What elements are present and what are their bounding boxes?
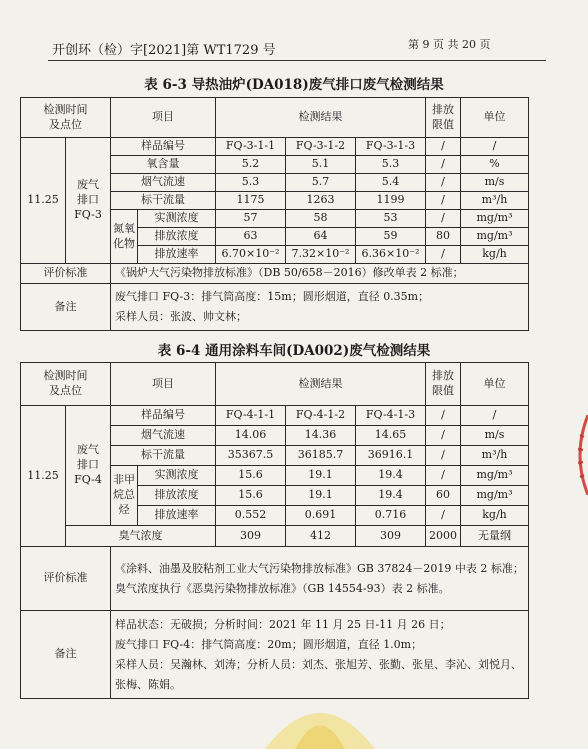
table-cell: 19.1 [286,486,356,506]
table-cell: 36916.1 [356,446,426,466]
table-cell: 57 [216,210,286,228]
table-cell: 0.691 [286,506,356,526]
table-row-item: 排放速率 [138,506,216,526]
table-cell: / [426,138,461,156]
table-cell: 19.4 [356,486,426,506]
table1-eval-label: 评价标准 [21,264,111,284]
table1-eval-text: 《锅炉大气污染物排放标准》（DB 50/658－2016）修改单表 2 标准； [111,264,529,284]
table2-note-label: 备注 [21,611,111,699]
table-cell: mg/m³ [461,466,529,486]
table-cell: 14.36 [286,426,356,446]
table2-head-unit: 单位 [461,363,529,406]
watermark-logo [255,682,385,749]
table-cell: 5.3 [216,174,286,192]
table2-head-result: 检测结果 [216,363,426,406]
table1-note: 废气排口 FQ-3：排气筒高度：15m；圆形烟道，直径 0.35m； 采样人员：张波、帅文林； [111,284,529,331]
table-cell: / [426,210,461,228]
table-cell: 53 [356,210,426,228]
table-row-item: 排放浓度 [138,228,216,246]
table-cell: 309 [356,526,426,547]
table-row-item: 排放浓度 [138,486,216,506]
table1-title: 表 6-3 导热油炉(DA018)废气排口废气检测结果 [144,77,444,93]
table-cell: % [461,156,529,174]
table2-date: 11.25 [21,406,66,547]
table-cell: 1175 [216,192,286,210]
table-cell: / [426,406,461,426]
table2-head-time: 检测时间 及点位 [21,363,111,406]
table2-head-item: 项目 [111,363,216,406]
document-number: 开创环（检）字[2021]第 WT1729 号 [52,43,276,58]
table-cell: 5.4 [356,174,426,192]
table-cell: FQ-3-1-1 [216,138,286,156]
table-cell: 309 [216,526,286,547]
table-row-item: 烟气流速 [111,174,216,192]
table-cell: FQ-4-1-2 [286,406,356,426]
table-row-item: 样品编号 [111,406,216,426]
table1-head-result: 检测结果 [216,98,426,138]
table1-head-limit: 排放 限值 [426,98,461,138]
table2-point: 废气 排口 FQ-4 [66,406,111,526]
table-cell: 5.2 [216,156,286,174]
table-cell: 2000 [426,526,461,547]
table-cell: mg/m³ [461,210,529,228]
table-row-item: 实测浓度 [138,466,216,486]
table-cell: 0.552 [216,506,286,526]
table-cell: m³/h [461,446,529,466]
table-cell: 64 [286,228,356,246]
table1-point: 废气 排口 FQ-3 [66,138,111,264]
table-cell: 60 [426,486,461,506]
table-row-item: 实测浓度 [138,210,216,228]
table-cell: / [426,192,461,210]
table-cell: 5.1 [286,156,356,174]
table1-group-nox: 氮氧 化物 [111,210,138,264]
table2-eval-text: 《涂料、油墨及胶粘剂工业大气污染物排放标准》GB 37824－2019 中表 2 标准；臭气浓度执行《恶臭污染物排放标准》（GB 14554-93）表 2 标准。 [111,547,529,611]
table-row-item: 氧含量 [111,156,216,174]
table-cell: 58 [286,210,356,228]
table2-group-nmhc: 非甲 烷总 烃 [111,466,138,526]
table-cell: 15.6 [216,486,286,506]
table-cell: 5.7 [286,174,356,192]
table-cell: m/s [461,426,529,446]
table-cell: FQ-3-1-3 [356,138,426,156]
table-row-item: 排放速率 [138,246,216,264]
table2-title: 表 6-4 通用涂料车间(DA002)废气检测结果 [157,343,431,359]
table-cell: 36185.7 [286,446,356,466]
table-cell: 14.65 [356,426,426,446]
header-divider [48,60,546,61]
table-cell: 15.6 [216,466,286,486]
table1-head-item: 项目 [111,98,216,138]
table2-note: 样品状态：无破损；分析时间：2021 年 11 月 25 日-11 月 26 日； 废气排口 FQ-4：排气筒高度：20m；圆形烟道，直径 1.0m； 采样人员：吴瀚林、刘涛；分析人员：刘杰、张旭芳、张勤、张星、李沁、刘悦月、张梅、陈娟。 [111,611,529,699]
table1-note-label: 备注 [21,284,111,331]
table-cell: FQ-3-1-2 [286,138,356,156]
table-row-item: 臭气浓度 [66,526,216,547]
table1 [20,97,529,331]
table-cell: / [461,138,529,156]
table-cell: mg/m³ [461,486,529,506]
table-cell: 412 [286,526,356,547]
table2-head-limit: 排放 限值 [426,363,461,406]
page-indicator: 第 9 页 共 20 页 [408,38,491,51]
table-cell: / [426,156,461,174]
table-cell: 6.36×10⁻² [356,246,426,264]
table-cell: 35367.5 [216,446,286,466]
table-row-item: 标干流量 [111,192,216,210]
table-cell: kg/h [461,246,529,264]
table-cell: 6.70×10⁻² [216,246,286,264]
table1-head-unit: 单位 [461,98,529,138]
table-cell: 80 [426,228,461,246]
table-cell: / [426,506,461,526]
table-cell: 5.3 [356,156,426,174]
table1-date: 11.25 [21,138,66,264]
table-cell: FQ-4-1-3 [356,406,426,426]
table-row-item: 样品编号 [111,138,216,156]
table-cell: mg/m³ [461,228,529,246]
table-cell: kg/h [461,506,529,526]
table-cell: 7.32×10⁻² [286,246,356,264]
table-cell: 无量纲 [461,526,529,547]
table-row-item: 标干流量 [111,446,216,466]
table-cell: / [426,426,461,446]
table-cell: m³/h [461,192,529,210]
table-cell: / [426,466,461,486]
table-row-item: 烟气流速 [111,426,216,446]
table-cell: / [426,174,461,192]
table-cell: 1199 [356,192,426,210]
table-cell: 14.06 [216,426,286,446]
table2-eval-label: 评价标准 [21,547,111,611]
table-cell: / [426,446,461,466]
table2 [20,362,529,699]
table-cell: / [461,406,529,426]
table-cell: FQ-4-1-1 [216,406,286,426]
table-cell: 0.716 [356,506,426,526]
red-seal-stamp [566,415,588,495]
table-cell: 19.1 [286,466,356,486]
table-cell: m/s [461,174,529,192]
table-cell: / [426,246,461,264]
table-cell: 63 [216,228,286,246]
table1-head-time: 检测时间 及点位 [21,98,111,138]
table-cell: 1263 [286,192,356,210]
table-cell: 59 [356,228,426,246]
table-cell: 19.4 [356,466,426,486]
